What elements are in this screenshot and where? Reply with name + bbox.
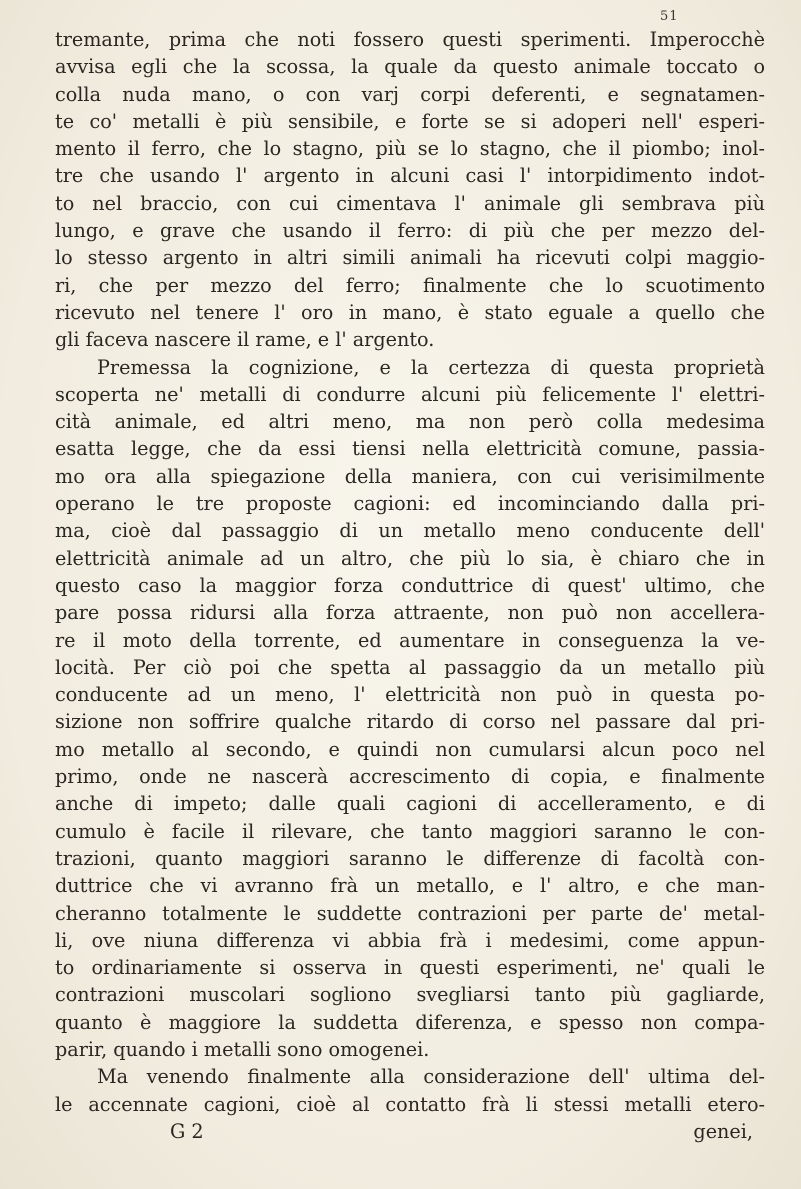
text-line: mento il ferro, che lo stagno, più se lo stagno, che il piombo; inol- — [55, 137, 765, 161]
text-line: conducente ad un meno, l' elettricità non può in questa po- — [55, 683, 765, 707]
text-line: questo caso la maggior forza conduttrice di quest' ultimo, che — [55, 573, 765, 597]
text-line: operano le tre proposte cagioni: ed incominciando dalla pri- — [55, 492, 765, 516]
text-line: trazioni, quanto maggiori saranno le differenze di facoltà con- — [55, 846, 765, 870]
page-number: 51 — [660, 9, 679, 24]
text-line: te co' metalli è più sensibile, e forte se si adoperi nell' esperi- — [55, 109, 765, 133]
body-text — [55, 26, 765, 1145]
text-line: avvisa egli che la scossa, la quale da questo animale toccato o — [55, 55, 765, 79]
text-line: to ordinariamente si osserva in questi esperimenti, ne' quali le — [55, 956, 765, 980]
page-footer — [55, 1118, 765, 1145]
text-line: cumulo è facile il rilevare, che tanto maggiori saranno le con- — [55, 819, 765, 843]
text-line: li, ove niuna differenza vi abbia frà i medesimi, come appun- — [55, 928, 765, 952]
text-line: ma, cioè dal passaggio di un metallo meno conducente dell' — [55, 519, 765, 543]
signature-mark: G 2 — [170, 1119, 204, 1143]
text-line: ri, che per mezzo del ferro; finalmente che lo scuotimento — [55, 273, 765, 297]
text-line: scoperta ne' metalli di condurre alcuni più felicemente l' elettri- — [55, 382, 765, 406]
text-line: tre che usando l' argento in alcuni casi l' intorpidimento indot- — [55, 164, 765, 188]
text-line: ricevuto nel tenere l' oro in mano, è stato eguale a quello che — [55, 300, 765, 324]
text-line: esatta legge, che da essi tiensi nella elettricità comune, passia- — [55, 437, 765, 461]
text-line: elettricità animale ad un altro, che più lo sia, è chiaro che in — [55, 546, 765, 570]
text-line: Ma venendo finalmente alla considerazione dell' ultima del- — [97, 1065, 765, 1089]
catchword: genei, — [693, 1119, 753, 1143]
text-line: lo stesso argento in altri simili animali ha ricevuti colpi maggio- — [55, 246, 765, 270]
text-line: pare possa ridursi alla forza attraente, non può non accellera- — [55, 601, 765, 625]
text-line: lungo, e grave che usando il ferro: di più che per mezzo del- — [55, 219, 765, 243]
text-line: mo metallo al secondo, e quindi non cumularsi alcun poco nel — [55, 737, 765, 761]
text-line: colla nuda mano, o con varj corpi deferenti, e segnatamen- — [55, 82, 765, 106]
text-line: locità. Per ciò poi che spetta al passaggio da un metallo più — [55, 655, 765, 679]
text-line: re il moto della torrente, ed aumentare in conseguenza la ve- — [55, 628, 765, 652]
text-line: to nel braccio, con cui cimentava l' animale gli sembrava più — [55, 191, 765, 215]
text-line: quanto è maggiore la suddetta diferenza, e spesso non compa- — [55, 1010, 765, 1034]
text-line: parir, quando i metalli sono omogenei. — [55, 1037, 430, 1061]
text-line: le accennate cagioni, cioè al contatto frà li stessi metalli etero- — [55, 1092, 765, 1116]
text-line: primo, onde ne nascerà accrescimento di copia, e finalmente — [55, 765, 765, 789]
text-line: sizione non soffrire qualche ritardo di corso nel passare dal pri- — [55, 710, 765, 734]
text-line: cità animale, ed altri meno, ma non però colla medesima — [55, 410, 765, 434]
text-line: cheranno totalmente le suddette contrazioni per parte de' metal- — [55, 901, 765, 925]
text-line: duttrice che vi avranno frà un metallo, e l' altro, e che man- — [55, 874, 765, 898]
text-line: anche di impeto; dalle quali cagioni di accelleramento, e di — [55, 792, 765, 816]
text-line: gli faceva nascere il rame, e l' argento. — [55, 328, 435, 352]
text-line: mo ora alla spiegazione della maniera, con cui verisimilmente — [55, 464, 765, 488]
text-line: contrazioni muscolari sogliono svegliarsi tanto più gagliarde, — [55, 983, 765, 1007]
text-line: tremante, prima che noti fossero questi sperimenti. Imperocchè — [55, 28, 765, 51]
text-line: Premessa la cognizione, e la certezza di questa proprietà — [97, 355, 765, 379]
